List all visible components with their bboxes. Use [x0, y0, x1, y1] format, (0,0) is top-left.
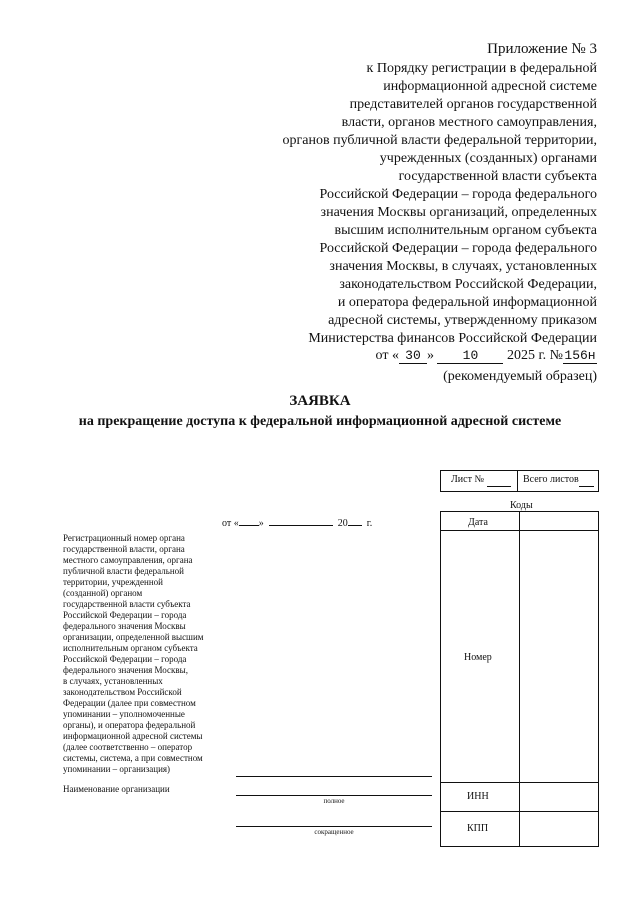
org-full-name-line [236, 795, 432, 796]
sheet-divider [517, 471, 518, 491]
registration-text-line: государственной власти, органа [63, 544, 185, 554]
header-line: высшим исполнительным органом субъекта [334, 223, 597, 238]
header-line: Российской Федерации – города федерального [319, 187, 597, 202]
registration-text-line: Регистрационный номер органа [63, 533, 185, 543]
total-sheets-label: Всего листов [523, 474, 579, 485]
header-line: учрежденных (созданных) органами [379, 151, 597, 166]
form-date-month-blank [269, 515, 333, 526]
org-full-name-caption: полное [323, 797, 345, 805]
header-line: представителей органов государственной [349, 97, 597, 112]
number-cell-label: Номер [464, 652, 492, 663]
registration-number-line [236, 776, 432, 777]
codes-label: Коды [510, 500, 533, 511]
date-day: 30 [399, 349, 427, 364]
registration-text-line: исполнительным органом субъекта [63, 643, 198, 653]
header-line: власти, органов местного самоуправления, [341, 115, 597, 130]
order-date-line [376, 347, 597, 364]
row-line [441, 530, 598, 531]
registration-text-line: органы), и оператора федеральной [63, 720, 196, 730]
form-date-year-blank [348, 515, 362, 526]
date-year: 2025 г. № [506, 348, 563, 363]
date-prefix: от « [375, 348, 399, 363]
header-line: и оператора федеральной информационной [337, 295, 597, 310]
kpp-label: КПП [467, 823, 489, 834]
sheet-number-line [487, 486, 511, 487]
inn-label: ИНН [467, 791, 489, 802]
header-line: к Порядку регистрации в федеральной [366, 61, 597, 76]
header-line: органов публичной власти федеральной территории, [282, 133, 597, 148]
header-line: информационной адресной системе [383, 79, 597, 94]
registration-text-line: упоминании – уполномоченные [63, 709, 185, 719]
date-cell-label: Дата [468, 517, 488, 528]
total-sheets-line [579, 486, 594, 487]
document-subtitle: на прекращение доступа к федеральной информационной адресной системе [78, 414, 562, 429]
header-line: значения Москвы, в случаях, установленных [329, 259, 597, 274]
registration-text-line: информационной адресной системы [63, 731, 203, 741]
codes-divider [519, 512, 520, 846]
registration-text-line: (созданной) органом [63, 588, 143, 598]
form-date-mid: » [258, 518, 264, 529]
header-line: адресной системы, утвержденному приказом [328, 313, 597, 328]
registration-number-label [63, 533, 233, 775]
form-date-suffix: г. [366, 518, 373, 529]
registration-text-line: системы, система, а при совместном [63, 753, 203, 763]
registration-text-line: государственной власти субъекта [63, 599, 191, 609]
document-title: ЗАЯВКА [289, 393, 351, 409]
registration-text-line: публичной власти федеральной [63, 566, 184, 576]
org-name-label: Наименование организации [63, 784, 170, 794]
sheet-label: Лист № [451, 474, 484, 485]
registration-text-line: федерального значения Москвы, [63, 665, 188, 675]
registration-text-line: упоминании – организация) [63, 764, 171, 774]
header-line: значения Москвы организаций, определенных [320, 205, 597, 220]
registration-text-line: в случаях, установленных [63, 676, 163, 686]
form-date-prefix: от « [222, 518, 239, 529]
form-date-year: 20 [337, 518, 348, 529]
date-month: 10 [437, 349, 503, 364]
header-line: государственной власти субъекта [398, 169, 597, 184]
org-short-name-line [236, 826, 432, 827]
appendix-number: Приложение № 3 [487, 41, 597, 57]
header-line: Министерства финансов Российской Федерации [308, 331, 597, 346]
header-line: законодательством Российской Федерации, [339, 277, 597, 292]
registration-text-line: местного самоуправления, органа [63, 555, 193, 565]
form-date-day-blank [239, 515, 259, 526]
registration-text-line: законодательством Российской [63, 687, 182, 697]
registration-text-line: Российской Федерации – города [63, 610, 187, 620]
registration-text-line: (далее соответственно – оператор [63, 742, 193, 752]
sample-note: (рекомендуемый образец) [443, 369, 597, 384]
registration-text-line: организации, определенной высшим [63, 632, 204, 642]
form-date-line [222, 515, 372, 529]
header-line: Российской Федерации – города федерального [319, 241, 597, 256]
row-line [441, 782, 598, 783]
row-line [441, 811, 598, 812]
registration-text-line: федерального значения Москвы [63, 621, 186, 631]
registration-text-line: Российской Федерации – города [63, 654, 187, 664]
date-mid: » [426, 348, 434, 363]
org-short-name-caption: сокращенное [314, 828, 354, 836]
order-number: 156н [564, 348, 596, 363]
registration-text-line: территории, учрежденной [63, 577, 163, 587]
registration-text-line: Федерации (далее при совместном [63, 698, 196, 708]
